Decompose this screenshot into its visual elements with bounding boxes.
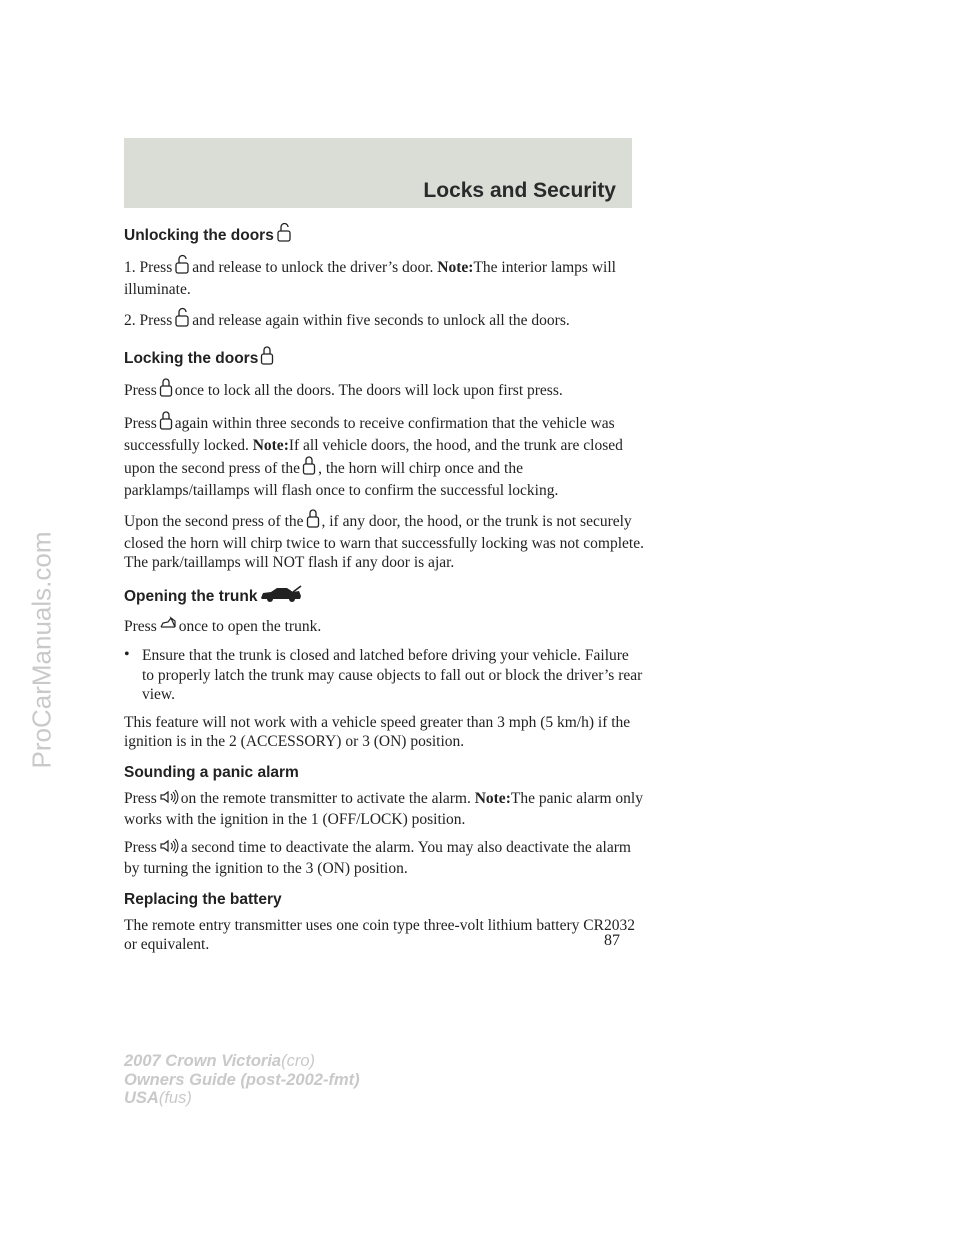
section-heading: Unlocking the doors	[124, 222, 644, 247]
panic-para-1: Press on the remote transmitter to activate the alarm. Note:The panic alarm only works with the ignition in the 1 (OFF/LOCK) position.	[124, 789, 643, 828]
battery-para-1: The remote entry transmitter uses one coin type three-volt lithium battery CR2032 or equivalent.	[124, 916, 635, 953]
trunk-bullet: • Ensure that the trunk is closed and latched before driving your vehicle. Failure to properly latch the trunk may cause objects to fall out or block the driver’s rear view.	[124, 646, 643, 703]
unlock-icon	[174, 307, 190, 333]
section-locking	[124, 345, 644, 573]
footer-line-1: 2007 Crown Victoria(cro)	[124, 1052, 316, 1070]
lock-icon	[306, 508, 320, 534]
page-content	[124, 222, 644, 963]
section-battery	[124, 891, 644, 955]
section-heading: Replacing the battery	[124, 890, 282, 908]
lock-para-1: Press once to lock all the doors. The doors will lock upon first press.	[124, 377, 644, 403]
lock-para-3: Upon the second press of the , if any door, the hood, or the trunk is not securely closed the horn will chirp twice to warn that successfully locking was not complete. The park/taillamps will NOT flash if any door is ajar.	[124, 508, 644, 573]
page-number: 87	[604, 932, 620, 949]
header-title: Locks and Security	[423, 179, 616, 202]
footer	[124, 1052, 360, 1108]
panic-para-2: Press a second time to deactivate the alarm. You may also deactivate the alarm by turning the ignition to the 3 (ON) position.	[124, 838, 631, 877]
unlock-icon	[276, 222, 292, 247]
panic-icon	[159, 789, 179, 811]
footer-line-2: Owners Guide (post-2002-fmt)	[124, 1070, 360, 1089]
lock-icon	[159, 377, 173, 403]
lock-para-2: Press again within three seconds to receive confirmation that the vehicle was successfully locked. Note:If all vehicle doors, the hood, and the trunk are closed upon the second press of the , the horn will chirp once and the parklamps/taillamps will flash once to confirm the successful locking.	[124, 410, 644, 500]
trunk-para-2: This feature will not work with a vehicle speed greater than 3 mph (5 km/h) if the ignition is in the 2 (ACCESSORY) or 3 (ON) position.	[124, 713, 631, 750]
unlock-icon	[174, 254, 190, 280]
lock-icon	[302, 455, 316, 481]
unlock-step-2: 2. Press and release again within five seconds to unlock all the doors.	[124, 307, 644, 333]
panic-icon	[159, 838, 179, 860]
lock-icon	[159, 410, 173, 436]
section-heading: Opening the trunk	[124, 585, 644, 608]
trunk-icon	[259, 585, 303, 608]
section-panic	[124, 764, 644, 879]
footer-line-3: USA(fus)	[124, 1089, 192, 1107]
watermark: ProCarManuals.com	[26, 531, 57, 769]
section-unlocking	[124, 222, 644, 333]
section-heading: Sounding a panic alarm	[124, 763, 299, 781]
lock-icon	[260, 345, 274, 370]
trunk-button-icon	[159, 615, 177, 639]
section-trunk	[124, 585, 644, 752]
section-heading: Locking the doors	[124, 345, 644, 370]
unlock-step-1: 1. Press and release to unlock the driver’s door. Note:The interior lamps will illuminate.	[124, 254, 644, 299]
trunk-para-1: Press once to open the trunk.	[124, 615, 644, 639]
header-band	[124, 138, 632, 208]
